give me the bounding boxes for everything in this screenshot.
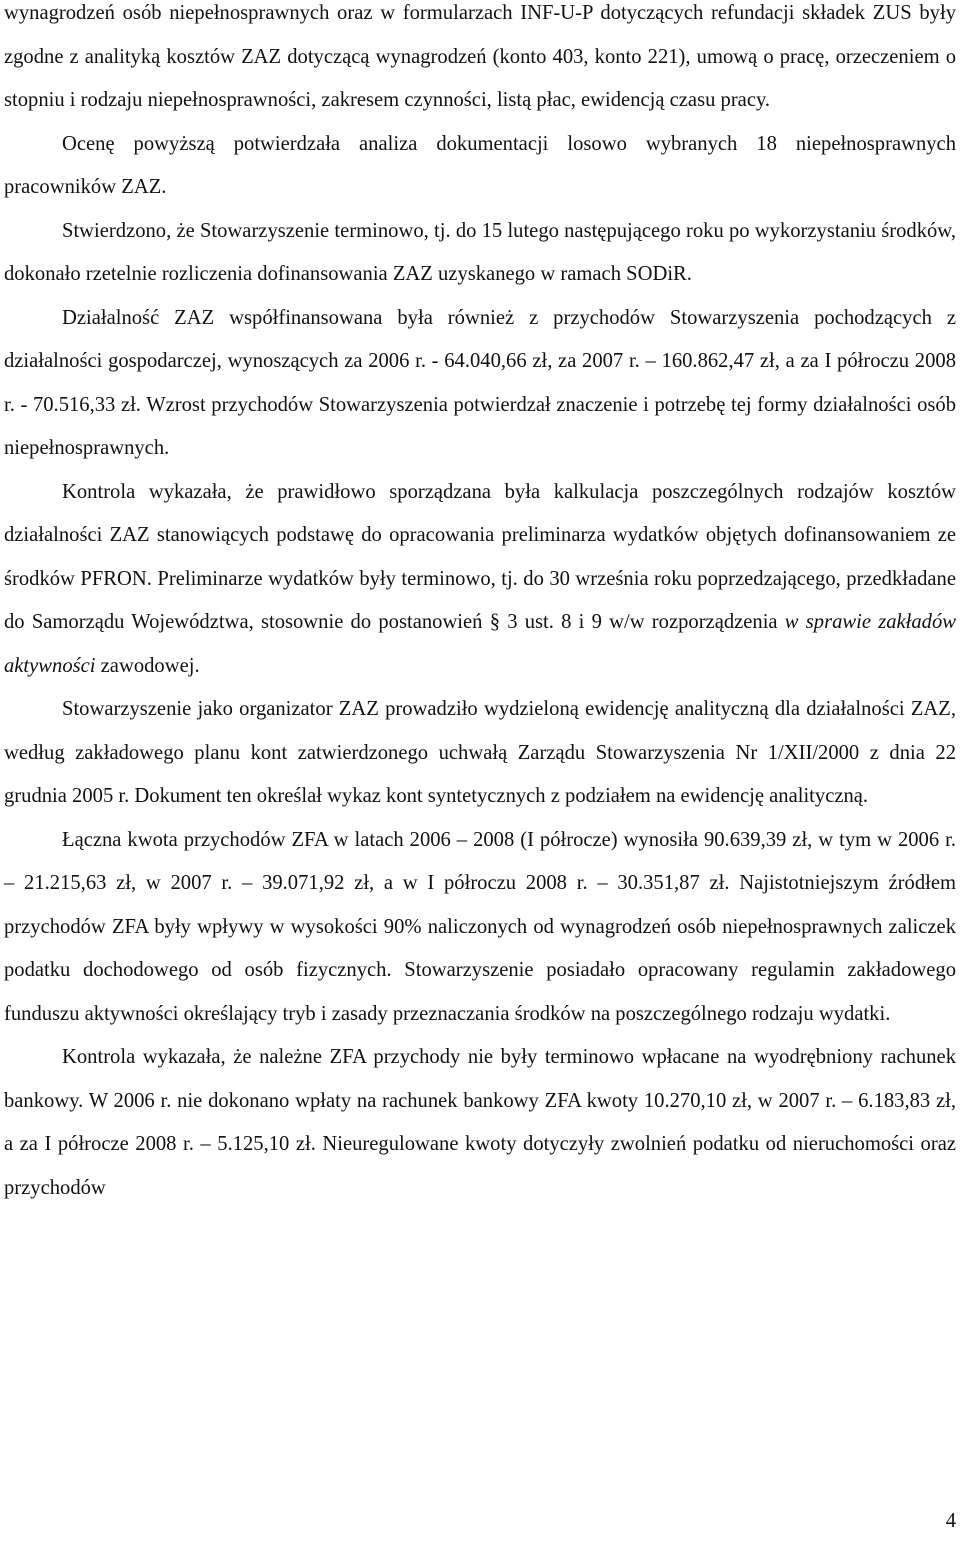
paragraph-5-text-a: Kontrola wykazała, że prawidłowo sporządzana była kalkulacja poszczególnych rodzajów kosztów działalności ZAZ stanowiących podstawę do opracowania preliminarza wydatków objętych dofinansowaniem ze środków PFRON. Preliminarze wydatków były terminowo, tj. do 30 września roku poprzedzającego, przedkładane do Samorządu Województwa, stosownie do postanowień § 3 ust. 8 i 9 w/w rozporządzenia <box>4 480 956 633</box>
paragraph-1: wynagrodzeń osób niepełnosprawnych oraz w formularzach INF-U-P dotyczących refundacji składek ZUS były zgodne z analityką kosztów ZAZ dotyczącą wynagrodzeń (konto 403, konto 221), umową o pracę, orzeczeniem o stopniu i rodzaju niepełnosprawności, zakresem czynności, listą płac, ewidencją czasu pracy. <box>4 2 956 111</box>
paragraph-5 <box>4 471 956 689</box>
paragraph-3: Stwierdzono, że Stowarzyszenie terminowo, tj. do 15 lutego następującego roku po wykorzystaniu środków, dokonało rzetelnie rozliczenia dofinansowania ZAZ uzyskanego w ramach SODiR. <box>4 219 956 285</box>
paragraph-5-text-b: zawodowej. <box>95 654 200 677</box>
document-body <box>4 0 956 1210</box>
paragraph-7: Łączna kwota przychodów ZFA w latach 2006 – 2008 (I półrocze) wynosiła 90.639,39 zł, w tym w 2006 r. – 21.215,63 zł, w 2007 r. – 39.071,92 zł, a w I półroczu 2008 r. – 30.351,87 zł. Najistotniejszym źródłem przychodów ZFA były wpływy w wysokości 90% naliczonych od wynagrodzeń osób niepełnosprawnych zaliczek podatku dochodowego od osób fizycznych. Stowarzyszenie posiadało opracowany regulamin zakładowego funduszu aktywności określający tryb i zasady przeznaczania środków na poszczególnego rodzaju wydatki. <box>4 828 956 1025</box>
paragraph-4: Działalność ZAZ współfinansowana była również z przychodów Stowarzyszenia pochodzących z działalności gospodarczej, wynoszących za 2006 r. - 64.040,66 zł, za 2007 r. – 160.862,47 zł, a za I półroczu 2008 r. - 70.516,33 zł. Wzrost przychodów Stowarzyszenia potwierdzał znaczenie i potrzebę tej formy działalności osób niepełnosprawnych. <box>4 306 956 459</box>
page-number: 4 <box>945 1510 956 1532</box>
paragraph-8: Kontrola wykazała, że należne ZFA przychody nie były terminowo wpłacane na wyodrębniony rachunek bankowy. W 2006 r. nie dokonano wpłaty na rachunek bankowy ZFA kwoty 10.270,10 zł, w 2007 r. – 6.183,83 zł, a za I półrocze 2008 r. – 5.125,10 zł. Nieuregulowane kwoty dotyczyły zwolnień podatku od nieruchomości oraz przychodów <box>4 1046 956 1199</box>
paragraph-6: Stowarzyszenie jako organizator ZAZ prowadziło wydzieloną ewidencję analityczną dla działalności ZAZ, według zakładowego planu kont zatwierdzonego uchwałą Zarządu Stowarzyszenia Nr 1/XII/2000 z dnia 22 grudnia 2005 r. Dokument ten określał wykaz kont syntetycznych z podziałem na ewidencję analityczną. <box>4 698 956 807</box>
paragraph-2: Ocenę powyższą potwierdzała analiza dokumentacji losowo wybranych 18 niepełnosprawnych pracowników ZAZ. <box>4 132 956 198</box>
paragraph-5-italic: w sprawie zakładów aktywności <box>4 611 956 677</box>
